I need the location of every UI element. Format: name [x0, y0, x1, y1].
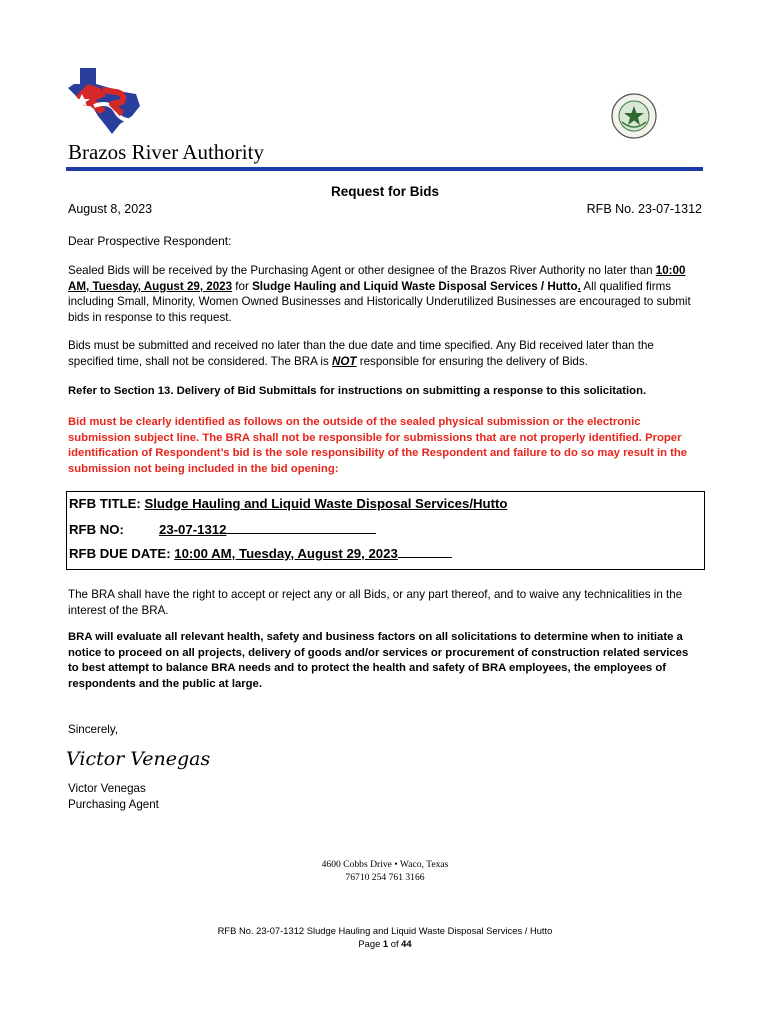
rfb-due-value: 10:00 AM, Tuesday, August 29, 2023 [174, 546, 398, 561]
page-indicator [0, 938, 770, 951]
rfb-no-label: RFB NO: [69, 522, 124, 537]
paragraph-sealed-bids [68, 263, 702, 325]
rfb-no-fill-line [226, 520, 376, 534]
rfb-title-value: Sludge Hauling and Liquid Waste Disposal Services/Hutto [144, 496, 508, 511]
service-name: Sludge Hauling and Liquid Waste Disposal Services / Hutto [252, 279, 578, 293]
p2-text-b: responsible for ensuring the delivery of Bids. [356, 354, 588, 368]
rfb-due-date-line [69, 544, 452, 561]
rfb-title-label: RFB TITLE: [69, 496, 145, 511]
paragraph-identification-warning: Bid must be clearly identified as follows on the outside of the sealed physical submission or the electronic submission subject line. The BRA shall not be responsible for submissions that are not properly identified. Proper identification of Respondent’s bid is the sole responsibility of the Respondent and failure to do so may result in the submission not being included in the bid opening: [68, 416, 688, 475]
paragraph-late-bids [68, 338, 702, 369]
signer-title: Purchasing Agent [68, 798, 159, 811]
address-block [0, 858, 770, 884]
signer-name: Victor Venegas [68, 782, 146, 795]
rfb-no-line [69, 520, 376, 537]
page-current: 1 [382, 937, 389, 949]
organization-name: Brazos River Authority [68, 140, 264, 164]
bid-deadline: 10:00 AM, Tuesday, August 29, 2023 [68, 264, 686, 293]
footer-doc-line: RFB No. 23-07-1312 Sludge Hauling and Liquid Waste Disposal Services / Hutto [217, 925, 553, 936]
salutation: Dear Prospective Respondent: [68, 234, 232, 248]
paragraph-section-13: Refer to Section 13. Delivery of Bid Submittals for instructions on submitting a response to this solicitation. [68, 385, 647, 397]
rfb-title-line [69, 496, 507, 511]
bra-logo [66, 66, 142, 136]
rfb-no-value: 23-07-1312 [159, 522, 227, 537]
address-line-2: 76710 254 761 3166 [345, 872, 425, 883]
document-title: Request for Bids [330, 184, 439, 199]
rfb-due-label: RFB DUE DATE: [69, 546, 175, 561]
rfb-number: RFB No. 23-07-1312 [586, 202, 702, 216]
p1-text-a: Sealed Bids will be received by the Purchasing Agent or other designee of the Brazos River Authority no later than [68, 264, 656, 277]
paragraph-rights: The BRA shall have the right to accept or reject any or all Bids, or any part thereof, and to waive any technicalities in the interest of the BRA. [68, 588, 683, 617]
header-rule [66, 167, 703, 171]
page-total: 44 [401, 937, 412, 949]
not-emphasis: NOT [332, 354, 357, 368]
texas-state-seal [610, 92, 658, 140]
signature: Victor Venegas [66, 748, 211, 770]
letter-date: August 8, 2023 [68, 202, 153, 216]
rfb-identification-box [66, 491, 705, 570]
page-word: Page [358, 937, 383, 949]
rfb-due-fill-line [398, 544, 452, 558]
p1-text-c: All qualified firms including Small, Minority, Women Owned Businesses and Historically Underutilized Businesses are encouraged to submit bids in response to this request. [68, 279, 691, 324]
p1-text-b: for [232, 279, 253, 293]
closing: Sincerely, [68, 723, 119, 736]
address-line-1: 4600 Cobbs Drive • Waco, Texas [321, 859, 449, 870]
paragraph-evaluation: BRA will evaluate all relevant health, safety and business factors on all solicitations to determine when to initiate a notice to proceed on all projects, delivery of goods and/or services or procurement of construction related services to best attempt to balance BRA needs and to protect the health and safety of BRA employees, the employees of respondents and the public at large. [68, 631, 689, 690]
page-footer [0, 925, 770, 950]
page-of: of [388, 937, 402, 949]
p1-dot: . [577, 279, 581, 293]
p2-text-a: Bids must be submitted and received no later than the due date and time specified. Any Bid received later than the specified time, shall not be considered. The BRA is [68, 339, 654, 368]
